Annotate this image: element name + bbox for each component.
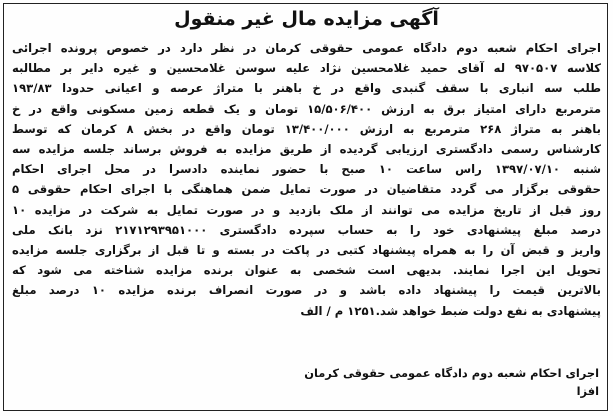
body-line: طلب سه انباری با سقف گنبدی واقع در خ باهنر با متراژ عرصه و اعیانی حدودا ۱۹۳/۸۳ (12, 81, 601, 96)
body-line: کلاسه ۹۷۰۵۰۷ له آقای حمید غلامحسین نژاد علیه سوسن غلامحسین و غیره دایر بر مطالبه (12, 61, 601, 76)
body-line: مترمربع دارای امتیاز برق به ارزش ۱۵/۵۰۶/۴۰۰ تومان و یک قطعه زمین مسکونی واقع در خ (12, 101, 601, 116)
body-line: پیشنهادی به نفع دولت ضبط خواهد شد.۱۲۵۱ م / الف (300, 303, 601, 318)
body-line: حقوقی برگزار می گردد متقاضیان در صورت تمایل ضمن هماهنگی با اجرای احکام حقوقی ۵ (12, 182, 601, 197)
notice-body (12, 38, 601, 321)
body-line: اجرای احکام شعبه دوم دادگاه عمومی حقوقی کرمان در نظر دارد در خصوص پرونده اجرائی (12, 41, 601, 55)
body-line: روز قبل از تاریخ مزایده می توانند از ملک بازدید و در صورت تمایل به شرکت در مزایده ۱۰ (12, 202, 601, 217)
notice-signature (304, 364, 599, 400)
signature-name: افزا (576, 384, 599, 398)
body-line: باهنر به متراژ ۲۶۸ مترمربع به ارزش ۱۳/۴۰۰/۰۰۰ تومان واقع در بخش ۸ کرمان که توسط (12, 121, 601, 136)
body-line: کارشناس رسمی دادگستری ارزیابی گردیده از طریق مزایده به فروش برساند جلسه مزایده سه (12, 142, 601, 157)
body-line: بالاترین قیمت را پیشنهاد داده باشد و در صورت انصراف برنده مزایده ۱۰ درصد مبلغ (12, 283, 601, 298)
body-line: تحویل این اجرا نمایند. بدیهی است شخصی به عنوان برنده مزایده شناخته می شود که (12, 263, 601, 278)
body-line: شنبه ۱۳۹۷/۰۷/۱۰ راس ساعت ۱۰ صبح با حضور نماینده دادسرا در محل اجرای احکام (12, 162, 602, 177)
notice-title: آگهی مزایده مال غیر منقول (174, 8, 439, 30)
body-line: درصد مبلغ پیشنهادی خود را به حساب سپرده دادگستری ۲۱۷۱۲۹۳۹۵۱۰۰۰ نزد بانک ملی (12, 222, 602, 237)
signature-issuer: اجرای احکام شعبه دوم دادگاه عمومی حقوقی کرمان (304, 366, 599, 380)
body-line: واریز و قبض آن را به همراه پیشنهاد کتبی در پاکت در بسته و تا قبل از برگزاری جلسه مزایده (12, 243, 601, 258)
